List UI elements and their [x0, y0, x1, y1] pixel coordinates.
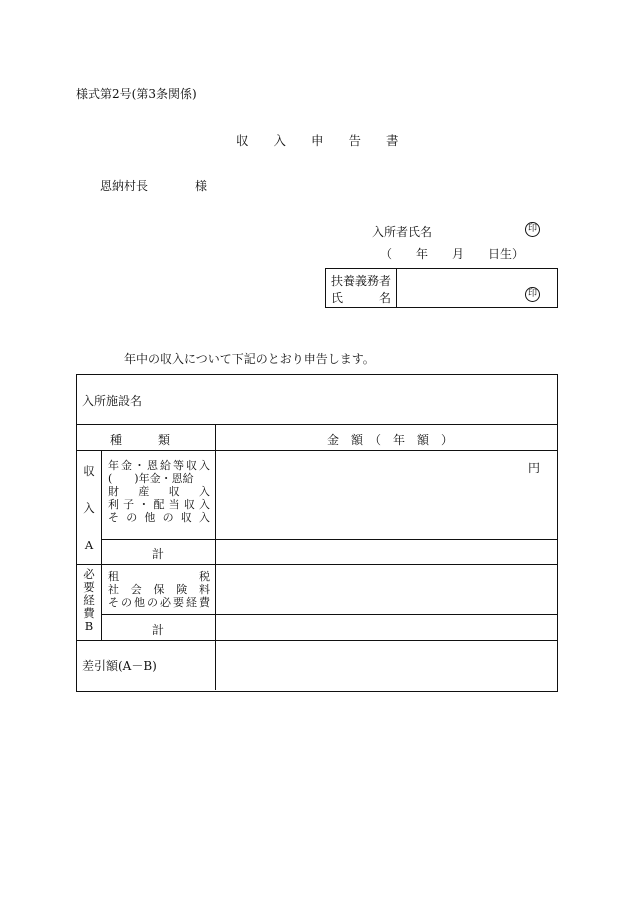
expense-group-char: 経 [83, 593, 95, 607]
expense-item: 社 会 保 険 料 [108, 583, 210, 596]
expense-subtotal-field[interactable] [216, 615, 556, 640]
supporter-label-line2-a: 氏 [331, 291, 344, 305]
supporter-label-line1: 扶養義務者 [331, 274, 392, 288]
expense-group-char: 必 [83, 567, 95, 581]
income-items-list [108, 459, 210, 524]
header-amount: 金 額 （ 年 額 ） [327, 433, 454, 447]
income-item: 利子・配当収入 [108, 498, 210, 511]
expense-subtotal-label: 計 [152, 623, 165, 637]
expense-group-char: 要 [83, 580, 95, 594]
expense-item: 租 税 [108, 570, 210, 583]
birth-date-line: （ 年 月 日生） [380, 247, 525, 261]
statement-text: 年中の収入について下記のとおり申告します。 [124, 352, 375, 366]
page-title: 収 入 申 告 書 [236, 133, 399, 148]
income-item: その他の収入 [108, 511, 210, 524]
expense-amount-field[interactable] [216, 565, 556, 614]
income-group-char: A [84, 538, 94, 552]
income-item: 年金・恩給等収入 [108, 459, 210, 472]
supporter-seal-icon: 印 [525, 287, 540, 302]
table-line [101, 450, 102, 640]
difference-amount-field[interactable] [216, 641, 556, 690]
expense-group-char: 費 [83, 606, 95, 620]
income-item: ( )年金・恩給 [108, 472, 194, 485]
income-subtotal-field[interactable] [216, 540, 556, 564]
yen-unit: 円 [528, 461, 541, 475]
applicant-name-label: 入所者氏名 [372, 225, 433, 239]
income-amount-field[interactable] [216, 451, 556, 539]
supporter-divider [396, 268, 397, 308]
applicant-seal-icon: 印 [525, 222, 540, 237]
addressee-honorific: 様 [195, 179, 208, 193]
income-subtotal-label: 計 [152, 547, 165, 561]
difference-label: 差引額(A－B) [82, 659, 157, 673]
header-type: 種 類 [110, 433, 171, 447]
expense-item: その他の必要経費 [108, 596, 210, 609]
expense-items-list [108, 570, 210, 609]
income-group-char: 入 [83, 501, 95, 515]
expense-group-char: B [84, 619, 94, 633]
addressee-name: 恩納村長 [100, 179, 149, 193]
form-number: 様式第2号(第3条関係) [76, 87, 197, 101]
supporter-label-line2-b: 名 [379, 291, 392, 305]
income-item: 財 産 収 入 [108, 485, 210, 498]
facility-label: 入所施設名 [82, 394, 143, 408]
income-group-char: 収 [83, 464, 95, 478]
